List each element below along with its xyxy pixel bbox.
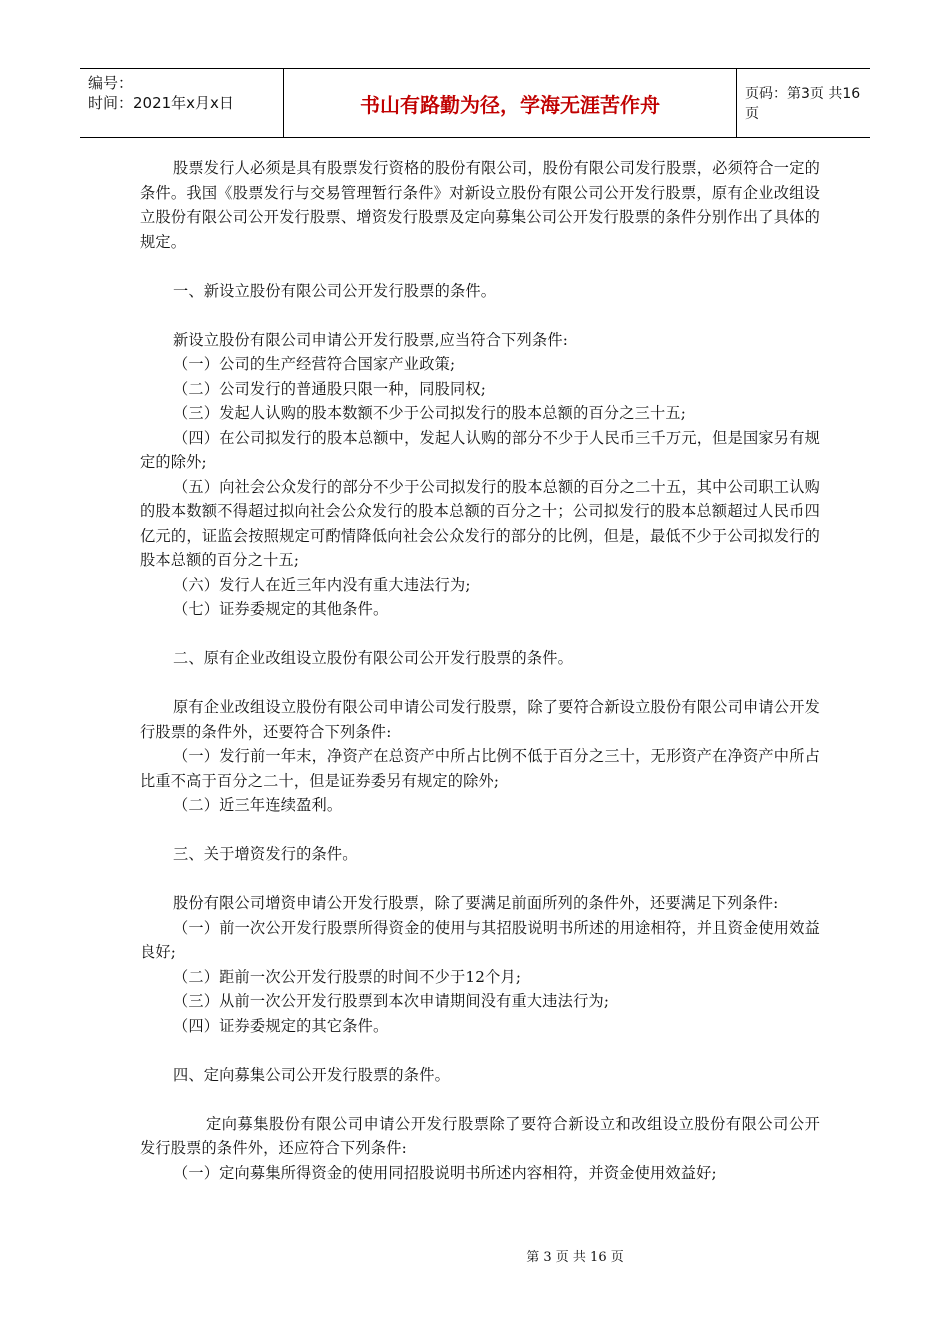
section-2-title: 二、原有企业改组设立股份有限公司公开发行股票的条件。: [173, 649, 574, 667]
list-item: （一）前一次公开发行股票所得资金的使用与其招股说明书所述的用途相符，并且资金使用效益良好;: [140, 918, 820, 961]
header-page-label: 页码：第3页 共16页: [745, 86, 861, 122]
list-item: （四）证券委规定的其它条件。: [173, 1016, 389, 1035]
number-label: 编号：: [88, 74, 134, 92]
page-footer: 第 3 页 共 16 页: [526, 1250, 624, 1265]
list-item: （二）公司发行的普通股只限一种，同股同权;: [173, 379, 487, 398]
list-item: （三）从前一次公开发行股票到本次申请期间没有重大违法行为;: [173, 992, 610, 1010]
section-4-title: 四、定向募集公司公开发行股票的条件。: [173, 1065, 450, 1084]
time-label: 时间：2021年x月x日: [88, 94, 234, 112]
section-1-title: 一、新设立股份有限公司公开发行股票的条件。: [173, 281, 497, 300]
section-3-title: 三、关于增资发行的条件。: [173, 845, 358, 863]
header-left-cell: [80, 69, 283, 137]
header-motto: 书山有路勤为径，学海无涯苦作舟: [283, 69, 737, 137]
list-item: （一）发行前一年末，净资产在总资产中所占比例不低于百分之三十，无形资产在净资产中所占比重不高于百分之二十，但是证券委另有规定的除外;: [140, 747, 820, 790]
list-item: （三）发起人认购的股本数额不少于公司拟发行的股本总额的百分之三十五;: [173, 404, 687, 422]
header-table: [80, 68, 870, 138]
list-item: （二）距前一次公开发行股票的时间不少于12个月;: [173, 967, 522, 986]
section-4-lead: 定向募集股份有限公司申请公开发行股票除了要符合新设立和改组设立股份有限公司公开发行股票的条件外，还应符合下列条件:: [140, 1114, 820, 1157]
list-item: （六）发行人在近三年内没有重大违法行为;: [173, 575, 471, 594]
list-item: （一）定向募集所得资金的使用同招股说明书所述内容相符，并资金使用效益好;: [173, 1163, 717, 1182]
section-1-lead: 新设立股份有限公司申请公开发行股票,应当符合下列条件:: [173, 330, 569, 349]
list-item: （五）向社会公众发行的部分不少于公司拟发行的股本总额的百分之二十五，其中公司职工认购的股本数额不得超过拟向社会公众发行的股本总额的百分之十；公司拟发行的股本总额超过人民币四亿元的，证监会按照规定可酌情降低向社会公众发行的部分的比例，但是，最低不少于公司拟发行的股本总额的百分之十五;: [140, 477, 820, 569]
section-3-lead: 股份有限公司增资申请公开发行股票，除了要满足前面所列的条件外，还要满足下列条件:: [173, 894, 779, 912]
list-item: （四）在公司拟发行的股本总额中，发起人认购的部分不少于人民币三千万元，但是国家另有规定的除外;: [140, 428, 820, 471]
list-item: （二）近三年连续盈利。: [173, 796, 343, 814]
list-item: （一）公司的生产经营符合国家产业政策;: [173, 355, 456, 373]
intro-paragraph: 股票发行人必须是具有股票发行资格的股份有限公司，股份有限公司发行股票，必须符合一定的条件。我国《股票发行与交易管理暂行条件》对新设立股份有限公司公开发行股票，原有企业改组设立股份有限公司公开发行股票、增资发行股票及定向募集公司公开发行股票的条件分别作出了具体的规定。: [140, 159, 820, 251]
list-item: （七）证券委规定的其他条件。: [173, 600, 389, 618]
section-2-lead: 原有企业改组设立股份有限公司申请公司发行股票，除了要符合新设立股份有限公司申请公开发行股票的条件外，还要符合下列条件:: [140, 698, 820, 741]
document-body: [140, 156, 820, 1185]
